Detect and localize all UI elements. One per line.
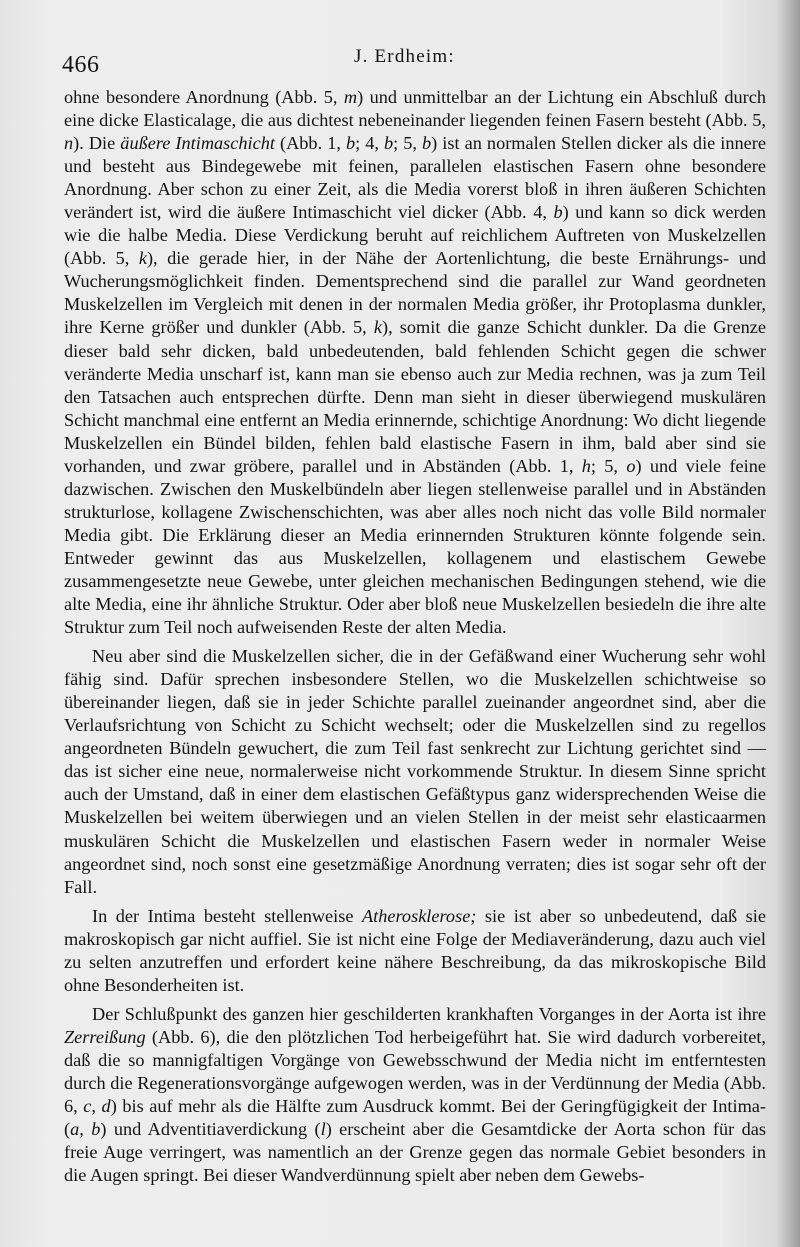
page-number: 466 [62, 52, 100, 78]
paragraph [64, 905, 766, 997]
italic-text-run: k [138, 248, 147, 269]
text-run: (Abb. 1, [274, 133, 346, 154]
italic-text-run: b [422, 133, 432, 154]
italic-text-run: Zerreißung [64, 1026, 146, 1047]
text-run: ) bis auf mehr als die Hälfte zum Ausdruck kommt. Bei der Geringfügigkeit der Intima- ( [64, 1096, 766, 1140]
italic-text-run: o [626, 455, 636, 476]
text-run: ) und viele feine dazwischen. Zwischen den Muskelbündeln aber liegen stellenweise parallel und in Abständen strukturlose, kollagene Zwischenschichten, was aber alles noch nicht das volle Bild normaler Media gibt. Die Erklärung dieser an Media erinnernden Strukturen könnte folgende sein. Entweder gewinnt das aus Muskelzellen, kollagenem und elastischem Gewebe zusammengesetzte neue Gewebe, unter gleichen mechanischen Bedingungen stehend, wie die alte Media, eine ihr ähnliche Struktur. Oder aber bloß neue Muskelzellen besiedeln die ihre alte Struktur zum Teil noch aufweisenden Reste der alten Media. [64, 455, 766, 638]
italic-text-run: k [373, 317, 382, 338]
italic-text-run: c, d [83, 1096, 111, 1117]
text-run: ) und Adventitiaverdickung ( [100, 1119, 321, 1140]
text-run: ; 5, [393, 133, 423, 154]
text-run: ; 5, [590, 455, 627, 476]
page-header [62, 44, 782, 76]
italic-text-run: l [320, 1119, 326, 1140]
text-run: ). Die [73, 133, 121, 154]
text-run: sie ist aber so unbedeutend, daß sie makroskopisch gar nicht auffiel. Sie ist nicht eine Folge der Mediaveränderung, dazu auch viel zu selten anzutreffen und erfordert keine nähere Beschreibung, da das mikroskopische Bild ohne Besonderheiten ist. [64, 905, 766, 995]
italic-text-run: b [553, 202, 563, 223]
italic-text-run: h [581, 455, 591, 476]
text-run: ) ist an normalen Stellen dicker als die innere und besteht aus Bindegewebe mit feinen, parallelen elastischen Fasern ohne besondere Anordnung. Aber schon zu einer Zeit, als die Media vorerst bloß in ihren äußeren Schichten verändert ist, wird die äußere Intimaschicht viel dicker (Abb. 4, [64, 133, 766, 223]
running-head-author: J. Erdheim: [354, 46, 455, 67]
text-run: ), somit die ganze Schicht dunkler. Da die Grenze dieser bald sehr dicken, bald unbedeutenden, bald fehlenden Schicht gegen die schwer veränderte Media unscharf ist, kann man sie ebenso auch zur Media rechnen, was ja zum Teil den Tatsachen auch entsprechen dürfte. Denn man sieht in dieser überwiegend muskulären Schicht manchmal eine entfernt an Media erinnernde, schichtige Anordnung: Wo dicht liegende Muskelzellen ein Bündel bilden, fehlen bald elastische Fasern in ihm, bald aber sind sie vorhanden, und zwar gröbere, parallel und in Abständen (Abb. 1, [64, 317, 766, 476]
text-run: ohne besondere Anordnung (Abb. 5, [64, 87, 344, 107]
body-text [64, 86, 766, 1193]
paragraph [64, 1003, 766, 1187]
italic-text-run: n [64, 133, 74, 154]
italic-text-run: a, b [70, 1119, 101, 1140]
paragraph [64, 645, 766, 899]
text-run: ) und kann so dick werden wie die halbe Media. Diese Verdickung beruht auf reichlichem Auftreten von Muskelzellen (Abb. 5, [64, 202, 766, 269]
italic-text-run: Atherosklerose; [362, 905, 477, 926]
italic-text-run: b [345, 133, 356, 154]
text-run: ), die gerade hier, in der Nähe der Aortenlichtung, die beste Ernährungs- und Wucherungsmöglichkeit finden. Dementsprechend sind die parallel zur Wand geordneten Muskelzellen im Vergleich mit denen in der normalen Media größer, ihr Protoplasma dunkler, ihre Kerne größer und dunkler (Abb. 5, [64, 248, 767, 338]
text-run: In der Intima besteht stellenweise [92, 905, 362, 926]
text-run: (Abb. 6), die den plötzlichen Tod herbeigeführt hat. Sie wird dadurch vorbereitet, daß die so mannigfaltigen Vorgänge von Gewebsschwund der Media nicht im entferntesten durch die Regenerationsvorgänge aufgewogen werden, was in der Verdünnung der Media (Abb. 6, [64, 1026, 766, 1117]
text-run: Neu aber sind die Muskelzellen sicher, die in der Gefäßwand einer Wucherung sehr wohl fähig sind. Dafür sprechen insbesondere Stellen, wo die Muskelzellen schichtweise so übereinander liegen, daß sie in jeder Schichte parallel zueinander angeordnet sind, aber die Verlaufsrichtung von Schicht zu Schicht wechselt; oder die Muskelzellen sind zu regellos angeordneten Bündeln gewuchert, die zum Teil fast senkrecht zur Lichtung gerichtet sind — das ist sicher eine neue, normalerweise nicht vorkommende Struktur. In diesem Sinne spricht auch der Umstand, daß in einer dem elastischen Gefäßtypus ganz widersprechenden Weise die Muskelzellen bei weitem überwiegen und an vielen Stellen in der meist sehr elasticaarmen muskulären Schicht die Muskelzellen und elastischen Fasern weder in normaler Weise angeordnet sind, noch sonst eine gesetzmäßige Anordnung verraten; dies ist sogar sehr oft der Fall. [64, 646, 766, 897]
italic-text-run: b [384, 133, 394, 154]
text-run: Der Schlußpunkt des ganzen hier geschilderten krankhaften Vorganges in der Aorta ist ihre [92, 1003, 766, 1024]
text-run: ) und unmittelbar an der Lichtung ein Abschluß durch eine dicke Elasticalage, die aus dichtest nebeneinander liegenden feinen Fasern besteht (Abb. 5, [64, 87, 766, 131]
text-run: ; 4, [355, 133, 384, 154]
paragraph [64, 86, 766, 639]
italic-text-run: äußere Intimaschicht [120, 133, 275, 154]
italic-text-run: m [343, 87, 358, 107]
text-run: ) erscheint aber die Gesamtdicke der Aorta schon für das freie Auge verringert, was namentlich an der Grenze gegen das normale Gebiet besonders in die Augen springt. Bei dieser Wandverdünnung spielt aber neben dem Gewebs- [64, 1119, 766, 1186]
